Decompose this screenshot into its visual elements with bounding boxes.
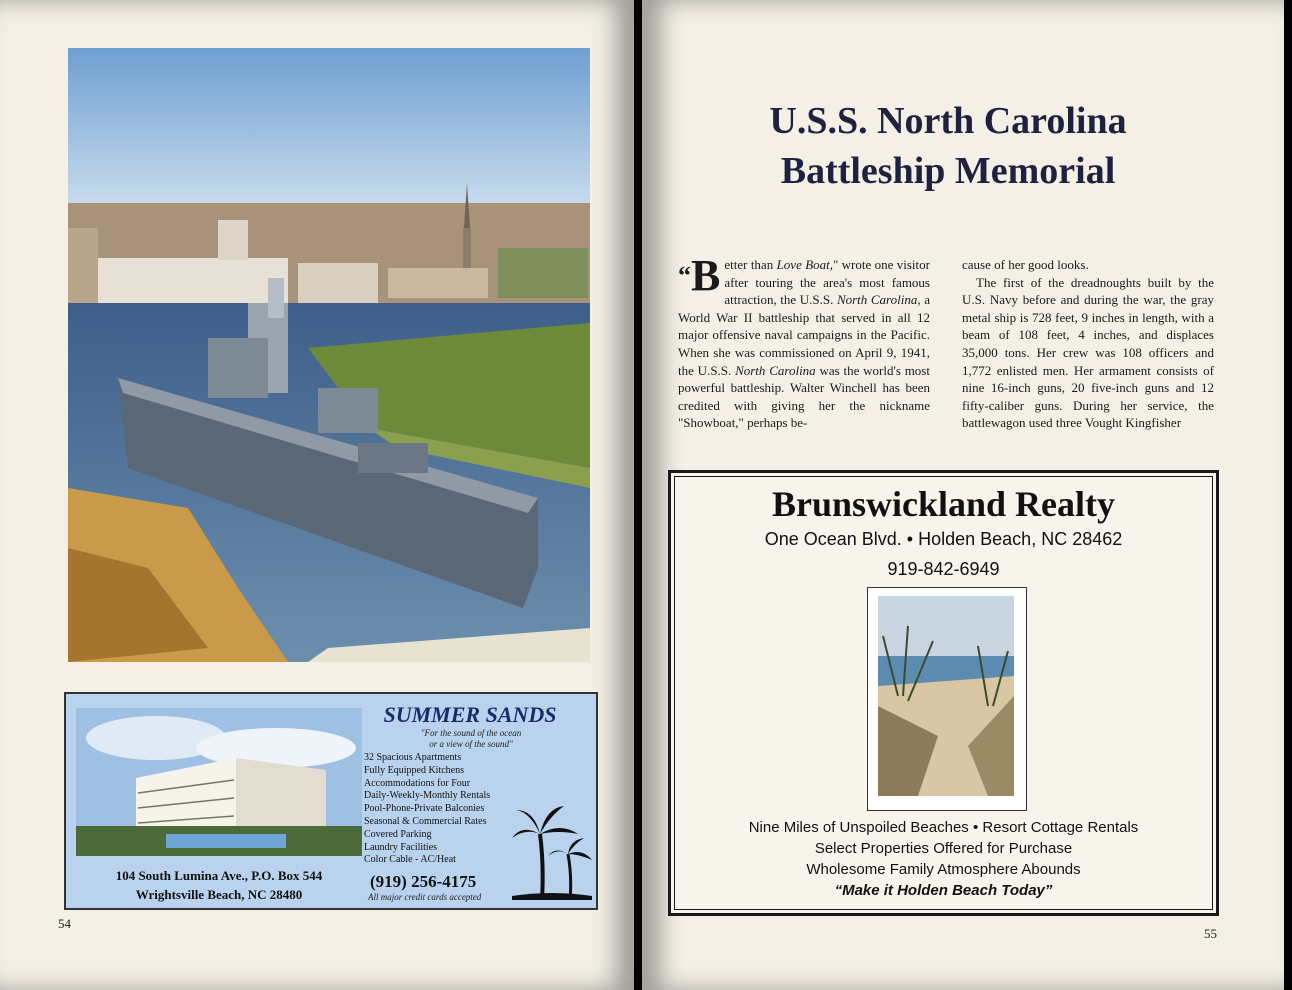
text-run: etter than bbox=[724, 257, 777, 272]
feature-item: Fully Equipped Kitchens bbox=[364, 764, 464, 776]
text-run-italic: North Carolina bbox=[735, 362, 816, 378]
brunswickland-ad bbox=[668, 470, 1219, 916]
feature-item: Covered Parking bbox=[364, 828, 432, 840]
brunswickland-slogan: “Make it Holden Beach Today” bbox=[834, 882, 1053, 899]
brunswickland-phone: 919-842-6949 bbox=[887, 559, 1000, 579]
feature-item: Pool-Phone-Private Balconies bbox=[364, 803, 485, 815]
feature-item: Laundry Facilities bbox=[364, 841, 438, 853]
address-line: 104 South Lumina Ave., P.O. Box 544 bbox=[115, 868, 323, 883]
feature-item: Seasonal & Commercial Rates bbox=[364, 815, 487, 827]
summer-sands-title: SUMMER SANDS bbox=[383, 702, 557, 727]
detail-line: Select Properties Offered for Purchase bbox=[814, 840, 1073, 857]
article-column-2 bbox=[962, 256, 1214, 464]
summer-sands-phone: (919) 256-4175 bbox=[370, 872, 477, 891]
text-run: a World War II battleship that served in all 12 major offensive naval campaigns in the Pacific. When she was commissioned on April 9, 1941, the U.S.S. bbox=[678, 292, 930, 378]
feature-item: Color Cable - AC/Heat bbox=[364, 854, 456, 866]
dropcap-letter: B bbox=[691, 251, 721, 300]
beach-dune-photo bbox=[867, 587, 1027, 811]
brunswickland-name: Brunswickland Realty bbox=[771, 484, 1116, 524]
brunswickland-address: One Ocean Blvd. • Holden Beach, NC 28462 bbox=[764, 529, 1123, 549]
battleship-harbor-photo bbox=[68, 48, 590, 662]
summer-sands-ad bbox=[64, 692, 598, 910]
title-line: Battleship Memorial bbox=[780, 150, 1116, 192]
title-line: U.S.S. North Carolina bbox=[769, 100, 1127, 142]
detail-line: Nine Miles of Unspoiled Beaches • Resort Cottage Rentals bbox=[748, 819, 1139, 836]
summer-sands-tagline-line: "For the sound of the ocean bbox=[420, 728, 522, 738]
palm-tree-icon bbox=[512, 804, 592, 900]
feature-item: 32 Spacious Apartments bbox=[364, 752, 462, 763]
summer-sands-tagline-line: or a view of the sound" bbox=[429, 739, 513, 749]
detail-line: Wholesome Family Atmosphere Abounds bbox=[806, 861, 1081, 878]
feature-item: Daily-Weekly-Monthly Rentals bbox=[364, 790, 491, 802]
quote-mark: “ bbox=[678, 261, 691, 290]
page-number-right: 55 bbox=[1204, 926, 1217, 941]
summer-sands-cards: All major credit cards accepted bbox=[368, 892, 482, 902]
summer-sands-tagline bbox=[366, 728, 576, 750]
left-page bbox=[0, 0, 634, 990]
text-run: was the world's most powerful battleship. Walter Winchell has been credited with giving her the nickname "Showboat," perhaps be- bbox=[678, 362, 930, 431]
article-paragraph bbox=[678, 251, 930, 432]
beach-dune-photo-image bbox=[878, 596, 1014, 796]
feature-item: Accommodations for Four bbox=[364, 777, 471, 789]
page-number-left: 54 bbox=[58, 916, 71, 931]
article-title bbox=[722, 96, 1174, 196]
text-run-italic: Love Boat, bbox=[776, 257, 833, 272]
article-column-1 bbox=[678, 251, 930, 432]
dropcap bbox=[678, 251, 721, 300]
address-line: Wrightsville Beach, NC 28480 bbox=[135, 887, 303, 902]
text-run-italic: North Carolina, bbox=[836, 292, 921, 308]
text-run: " wrote one visitor after touring the area's most famous attraction, the U.S.S. bbox=[724, 257, 930, 308]
summer-sands-features bbox=[364, 752, 490, 867]
article-paragraph: The first of the dreadnoughts built by the U.S. Navy before and during the war, the gray metal ship is 728 feet, 9 inches in length, with a beam of 108 feet, 4 inches, and displaces 35,000 tons. Her crew was 108 officers and 1,772 enlisted men. Her armament consists of nine 16-inch guns, 20 five-inch guns and 12 fifty-caliber guns. During her service, the battlewagon used three Vought Kingfisher bbox=[962, 274, 1214, 431]
summer-sands-building-illustration bbox=[76, 708, 362, 856]
summer-sands-address bbox=[74, 866, 364, 904]
brunswickland-details bbox=[671, 817, 1216, 901]
article-paragraph: cause of her good looks. bbox=[962, 257, 1089, 272]
